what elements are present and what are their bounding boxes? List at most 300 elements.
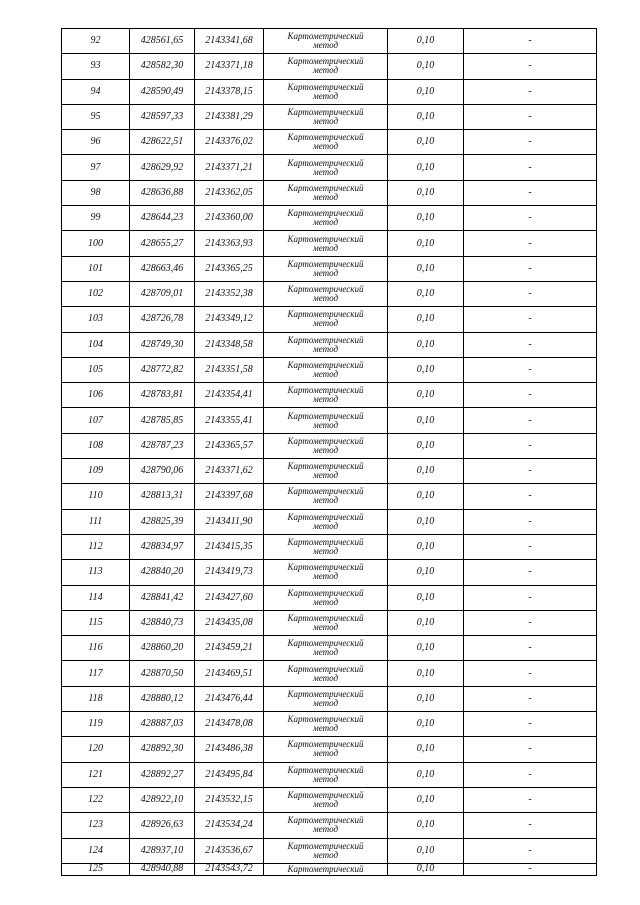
table-row xyxy=(62,256,597,281)
precision-cell: 0,10 xyxy=(388,686,464,711)
coordinate-y-cell: 2143348,58 xyxy=(195,332,264,357)
precision-cell: 0,10 xyxy=(388,560,464,585)
coordinate-x-cell: 428749,30 xyxy=(130,332,195,357)
method-line: метод xyxy=(312,116,339,127)
description-cell: - xyxy=(464,838,597,863)
coordinate-x-cell: 428655,27 xyxy=(130,231,195,256)
coordinate-y-cell: 2143376,02 xyxy=(195,130,264,155)
method-cell xyxy=(264,813,388,838)
method-line: Картометрический xyxy=(287,612,364,623)
method-line: метод xyxy=(312,293,339,304)
description-cell: - xyxy=(464,383,597,408)
method-line: Картометрический xyxy=(287,461,364,472)
point-number-cell: 94 xyxy=(62,79,130,104)
method-line: метод xyxy=(312,394,339,405)
method-cell xyxy=(264,180,388,205)
point-number-cell: 124 xyxy=(62,838,130,863)
method-line: Картометрический xyxy=(287,486,364,497)
method-line: Картометрический xyxy=(287,790,364,801)
coordinate-y-cell: 2143532,15 xyxy=(195,787,264,812)
method-line: метод xyxy=(312,621,339,632)
precision-cell: 0,10 xyxy=(388,585,464,610)
description-cell: - xyxy=(464,206,597,231)
precision-cell: 0,10 xyxy=(388,484,464,509)
method-cell xyxy=(264,686,388,711)
method-line: метод xyxy=(312,748,339,759)
method-line: Картометрический xyxy=(287,31,364,42)
method-line: Картометрический xyxy=(287,435,364,446)
point-number-cell: 93 xyxy=(62,54,130,79)
description-cell: - xyxy=(464,762,597,787)
method-line: Картометрический xyxy=(287,638,364,649)
table-row xyxy=(62,534,597,559)
description-cell: - xyxy=(464,484,597,509)
coordinate-y-cell: 2143352,38 xyxy=(195,281,264,306)
point-number-cell: 118 xyxy=(62,686,130,711)
table-row xyxy=(62,459,597,484)
precision-cell: 0,10 xyxy=(388,180,464,205)
method-line: Картометрический xyxy=(287,182,364,193)
coordinate-y-cell: 2143495,84 xyxy=(195,762,264,787)
point-number-cell: 100 xyxy=(62,231,130,256)
description-cell: - xyxy=(464,509,597,534)
table-row xyxy=(62,180,597,205)
method-line: Картометрический xyxy=(287,739,364,750)
point-number-cell: 113 xyxy=(62,560,130,585)
point-number-cell: 99 xyxy=(62,206,130,231)
point-number-cell: 106 xyxy=(62,383,130,408)
description-cell: - xyxy=(464,281,597,306)
point-number-cell: 92 xyxy=(62,29,130,54)
description-cell: - xyxy=(464,585,597,610)
precision-cell: 0,10 xyxy=(388,307,464,332)
method-line: метод xyxy=(312,242,339,253)
coordinate-x-cell: 428825,39 xyxy=(130,509,195,534)
method-line: метод xyxy=(312,723,339,734)
point-number-cell: 105 xyxy=(62,357,130,382)
coordinate-y-cell: 2143363,93 xyxy=(195,231,264,256)
coordinate-y-cell: 2143349,12 xyxy=(195,307,264,332)
precision-cell: 0,10 xyxy=(388,79,464,104)
method-line: метод xyxy=(312,419,339,430)
coordinate-x-cell: 428622,51 xyxy=(130,130,195,155)
description-cell: - xyxy=(464,357,597,382)
table-row xyxy=(62,307,597,332)
method-line: Картометрический xyxy=(287,258,364,269)
method-line: Картометрический xyxy=(287,385,364,396)
point-number-cell: 119 xyxy=(62,712,130,737)
table-row xyxy=(62,29,597,54)
method-line: метод xyxy=(312,849,339,860)
coordinate-y-cell: 2143415,35 xyxy=(195,534,264,559)
precision-cell: 0,10 xyxy=(388,737,464,762)
method-cell xyxy=(264,509,388,534)
description-cell: - xyxy=(464,813,597,838)
method-cell xyxy=(264,762,388,787)
coordinate-x-cell: 428892,27 xyxy=(130,762,195,787)
precision-cell: 0,10 xyxy=(388,459,464,484)
description-cell: - xyxy=(464,534,597,559)
coordinate-y-cell: 2143354,41 xyxy=(195,383,264,408)
coordinate-x-cell: 428887,03 xyxy=(130,712,195,737)
description-cell: - xyxy=(464,130,597,155)
description-cell: - xyxy=(464,332,597,357)
coordinate-y-cell: 2143355,41 xyxy=(195,408,264,433)
method-cell xyxy=(264,459,388,484)
description-cell: - xyxy=(464,79,597,104)
table-row xyxy=(62,130,597,155)
coordinate-x-cell: 428840,20 xyxy=(130,560,195,585)
coordinate-y-cell: 2143365,57 xyxy=(195,433,264,458)
coordinate-y-cell: 2143427,60 xyxy=(195,585,264,610)
method-line: метод xyxy=(312,546,339,557)
coordinate-x-cell: 428787,23 xyxy=(130,433,195,458)
method-line: метод xyxy=(312,444,339,455)
coordinate-x-cell: 428783,81 xyxy=(130,383,195,408)
method-cell xyxy=(264,433,388,458)
method-cell xyxy=(264,863,388,875)
description-cell: - xyxy=(464,610,597,635)
precision-cell: 0,10 xyxy=(388,762,464,787)
table-row xyxy=(62,408,597,433)
precision-cell: 0,10 xyxy=(388,636,464,661)
coordinate-x-cell: 428636,88 xyxy=(130,180,195,205)
method-cell xyxy=(264,712,388,737)
coordinate-x-cell: 428870,50 xyxy=(130,661,195,686)
point-number-cell: 115 xyxy=(62,610,130,635)
method-cell xyxy=(264,636,388,661)
table-row xyxy=(62,585,597,610)
table-row xyxy=(62,737,597,762)
precision-cell: 0,10 xyxy=(388,408,464,433)
method-line: метод xyxy=(312,318,339,329)
description-cell: - xyxy=(464,256,597,281)
method-cell xyxy=(264,534,388,559)
method-line: Картометрический xyxy=(287,587,364,598)
table-row xyxy=(62,433,597,458)
point-number-cell: 108 xyxy=(62,433,130,458)
coordinate-x-cell: 428940,88 xyxy=(130,863,195,875)
method-line: Картометрический xyxy=(287,511,364,522)
coordinate-x-cell: 428834,97 xyxy=(130,534,195,559)
method-cell xyxy=(264,383,388,408)
point-number-cell: 98 xyxy=(62,180,130,205)
table-row xyxy=(62,813,597,838)
precision-cell: 0,10 xyxy=(388,610,464,635)
table-row xyxy=(62,104,597,129)
coordinate-x-cell: 428785,85 xyxy=(130,408,195,433)
method-line: метод xyxy=(312,596,339,607)
point-number-cell: 114 xyxy=(62,585,130,610)
description-cell: - xyxy=(464,686,597,711)
method-line: Картометрический xyxy=(287,56,364,67)
precision-cell: 0,10 xyxy=(388,813,464,838)
table-row xyxy=(62,357,597,382)
precision-cell: 0,10 xyxy=(388,281,464,306)
precision-cell: 0,10 xyxy=(388,29,464,54)
method-cell xyxy=(264,307,388,332)
coordinate-y-cell: 2143397,68 xyxy=(195,484,264,509)
precision-cell: 0,10 xyxy=(388,155,464,180)
table-row xyxy=(62,231,597,256)
point-number-cell: 104 xyxy=(62,332,130,357)
table-row xyxy=(62,509,597,534)
method-line: Картометрический xyxy=(287,562,364,573)
method-line: метод xyxy=(312,824,339,835)
table-row xyxy=(62,79,597,104)
method-line: метод xyxy=(312,520,339,531)
table-row xyxy=(62,332,597,357)
method-cell xyxy=(264,737,388,762)
method-line: метод xyxy=(312,267,339,278)
method-line: Картометрический xyxy=(287,309,364,320)
coordinate-y-cell: 2143381,29 xyxy=(195,104,264,129)
table-row xyxy=(62,281,597,306)
method-line: Картометрический xyxy=(287,410,364,421)
coordinate-x-cell: 428922,10 xyxy=(130,787,195,812)
method-line: метод xyxy=(312,369,339,379)
coordinate-x-cell: 428629,92 xyxy=(130,155,195,180)
point-number-cell: 120 xyxy=(62,737,130,762)
method-line: Картометрический xyxy=(287,132,364,143)
precision-cell: 0,10 xyxy=(388,231,464,256)
coordinate-x-cell: 428582,30 xyxy=(130,54,195,79)
coordinate-y-cell: 2143486,38 xyxy=(195,737,264,762)
method-line: Картометрический xyxy=(287,284,364,295)
method-line: Картометрический xyxy=(287,208,364,219)
coordinate-x-cell: 428840,73 xyxy=(130,610,195,635)
description-cell: - xyxy=(464,104,597,129)
table-row xyxy=(62,787,597,812)
method-line: метод xyxy=(312,65,339,76)
method-line: метод xyxy=(312,672,339,683)
table-row xyxy=(62,484,597,509)
method-line: метод xyxy=(312,40,339,51)
method-line: метод xyxy=(312,470,339,481)
coordinate-y-cell: 2143411,90 xyxy=(195,509,264,534)
method-cell xyxy=(264,79,388,104)
method-line: Картометрический xyxy=(287,233,364,244)
method-line: Картометрический xyxy=(287,360,364,370)
table-row xyxy=(62,610,597,635)
coordinate-x-cell: 428561,65 xyxy=(130,29,195,54)
point-number-cell: 116 xyxy=(62,636,130,661)
coordinate-x-cell: 428597,33 xyxy=(130,104,195,129)
point-number-cell: 101 xyxy=(62,256,130,281)
method-cell xyxy=(264,231,388,256)
method-line: метод xyxy=(312,141,339,152)
coordinate-y-cell: 2143435,08 xyxy=(195,610,264,635)
point-number-cell: 102 xyxy=(62,281,130,306)
method-line: метод xyxy=(312,697,339,708)
point-number-cell: 125 xyxy=(62,863,130,875)
precision-cell: 0,10 xyxy=(388,838,464,863)
coordinate-x-cell: 428772,82 xyxy=(130,357,195,382)
method-line: Картометрический xyxy=(287,864,364,875)
description-cell: - xyxy=(464,737,597,762)
precision-cell: 0,10 xyxy=(388,206,464,231)
coordinate-x-cell: 428892,30 xyxy=(130,737,195,762)
method-cell xyxy=(264,130,388,155)
coordinates-table-body xyxy=(62,29,597,876)
point-number-cell: 95 xyxy=(62,104,130,129)
method-cell xyxy=(264,104,388,129)
point-number-cell: 121 xyxy=(62,762,130,787)
method-cell xyxy=(264,29,388,54)
method-line: Картометрический xyxy=(287,714,364,725)
precision-cell: 0,10 xyxy=(388,509,464,534)
description-cell: - xyxy=(464,433,597,458)
method-cell xyxy=(264,787,388,812)
method-cell xyxy=(264,661,388,686)
method-line: метод xyxy=(312,90,339,101)
precision-cell: 0,10 xyxy=(388,332,464,357)
coordinate-y-cell: 2143543,72 xyxy=(195,863,264,875)
coordinate-y-cell: 2143478,08 xyxy=(195,712,264,737)
method-line: Картометрический xyxy=(287,81,364,92)
method-cell xyxy=(264,585,388,610)
coordinate-y-cell: 2143341,68 xyxy=(195,29,264,54)
precision-cell: 0,10 xyxy=(388,534,464,559)
method-line: метод xyxy=(312,571,339,582)
description-cell: - xyxy=(464,29,597,54)
table-row xyxy=(62,560,597,585)
coordinate-x-cell: 428709,01 xyxy=(130,281,195,306)
table-row xyxy=(62,863,597,875)
description-cell: - xyxy=(464,155,597,180)
method-cell xyxy=(264,408,388,433)
table-row xyxy=(62,762,597,787)
precision-cell: 0,10 xyxy=(388,383,464,408)
precision-cell: 0,10 xyxy=(388,357,464,382)
coordinate-y-cell: 2143419,73 xyxy=(195,560,264,585)
coordinate-x-cell: 428880,12 xyxy=(130,686,195,711)
description-cell: - xyxy=(464,307,597,332)
table-row xyxy=(62,636,597,661)
method-cell xyxy=(264,560,388,585)
method-cell xyxy=(264,281,388,306)
table-row xyxy=(62,686,597,711)
description-cell: - xyxy=(464,408,597,433)
point-number-cell: 96 xyxy=(62,130,130,155)
precision-cell: 0,10 xyxy=(388,661,464,686)
method-line: Картометрический xyxy=(287,334,364,345)
method-line: метод xyxy=(312,773,339,784)
coordinate-x-cell: 428663,46 xyxy=(130,256,195,281)
precision-cell: 0,10 xyxy=(388,104,464,129)
coordinate-y-cell: 2143459,21 xyxy=(195,636,264,661)
description-cell: - xyxy=(464,712,597,737)
method-line: метод xyxy=(312,647,339,658)
description-cell: - xyxy=(464,560,597,585)
precision-cell: 0,10 xyxy=(388,712,464,737)
point-number-cell: 111 xyxy=(62,509,130,534)
coordinate-x-cell: 428841,42 xyxy=(130,585,195,610)
method-line: Картометрический xyxy=(287,840,364,851)
method-line: метод xyxy=(312,343,339,354)
method-cell xyxy=(264,155,388,180)
description-cell: - xyxy=(464,787,597,812)
coordinate-y-cell: 2143371,21 xyxy=(195,155,264,180)
precision-cell: 0,10 xyxy=(388,863,464,875)
coordinate-x-cell: 428590,49 xyxy=(130,79,195,104)
table-row xyxy=(62,838,597,863)
method-line: Картометрический xyxy=(287,688,364,699)
method-line: метод xyxy=(312,166,339,177)
method-line: метод xyxy=(312,191,339,202)
method-line: метод xyxy=(312,495,339,506)
method-line: метод xyxy=(312,799,339,810)
method-cell xyxy=(264,332,388,357)
point-number-cell: 97 xyxy=(62,155,130,180)
coordinate-y-cell: 2143476,44 xyxy=(195,686,264,711)
coordinate-y-cell: 2143362,05 xyxy=(195,180,264,205)
coordinate-x-cell: 428937,10 xyxy=(130,838,195,863)
coordinate-y-cell: 2143365,25 xyxy=(195,256,264,281)
coordinate-y-cell: 2143351,58 xyxy=(195,357,264,382)
description-cell: - xyxy=(464,54,597,79)
description-cell: - xyxy=(464,661,597,686)
method-cell xyxy=(264,206,388,231)
method-line: Картометрический xyxy=(287,764,364,775)
precision-cell: 0,10 xyxy=(388,433,464,458)
point-number-cell: 103 xyxy=(62,307,130,332)
method-cell xyxy=(264,484,388,509)
precision-cell: 0,10 xyxy=(388,787,464,812)
precision-cell: 0,10 xyxy=(388,130,464,155)
description-cell: - xyxy=(464,180,597,205)
point-number-cell: 123 xyxy=(62,813,130,838)
method-line: метод xyxy=(312,217,339,228)
coordinate-y-cell: 2143469,51 xyxy=(195,661,264,686)
description-cell: - xyxy=(464,636,597,661)
method-line: Картометрический xyxy=(287,537,364,548)
coordinate-x-cell: 428790,06 xyxy=(130,459,195,484)
method-line: Картометрический xyxy=(287,157,364,168)
method-cell xyxy=(264,610,388,635)
coordinate-y-cell: 2143378,15 xyxy=(195,79,264,104)
method-line: Картометрический xyxy=(287,663,364,674)
precision-cell: 0,10 xyxy=(388,256,464,281)
method-cell xyxy=(264,256,388,281)
point-number-cell: 110 xyxy=(62,484,130,509)
coordinate-y-cell: 2143534,24 xyxy=(195,813,264,838)
coordinates-table xyxy=(61,28,597,876)
coordinate-x-cell: 428926,63 xyxy=(130,813,195,838)
table-row xyxy=(62,383,597,408)
coordinate-y-cell: 2143536,67 xyxy=(195,838,264,863)
coordinate-y-cell: 2143371,62 xyxy=(195,459,264,484)
table-row xyxy=(62,206,597,231)
precision-cell: 0,10 xyxy=(388,54,464,79)
table-row xyxy=(62,661,597,686)
table-row xyxy=(62,712,597,737)
method-cell xyxy=(264,54,388,79)
coordinate-x-cell: 428726,78 xyxy=(130,307,195,332)
description-cell: - xyxy=(464,459,597,484)
coordinate-y-cell: 2143371,18 xyxy=(195,54,264,79)
point-number-cell: 109 xyxy=(62,459,130,484)
coordinate-y-cell: 2143360,00 xyxy=(195,206,264,231)
point-number-cell: 122 xyxy=(62,787,130,812)
coordinate-x-cell: 428813,31 xyxy=(130,484,195,509)
coordinate-x-cell: 428860,20 xyxy=(130,636,195,661)
description-cell: - xyxy=(464,863,597,875)
table-row xyxy=(62,155,597,180)
description-cell: - xyxy=(464,231,597,256)
coordinate-x-cell: 428644,23 xyxy=(130,206,195,231)
point-number-cell: 112 xyxy=(62,534,130,559)
